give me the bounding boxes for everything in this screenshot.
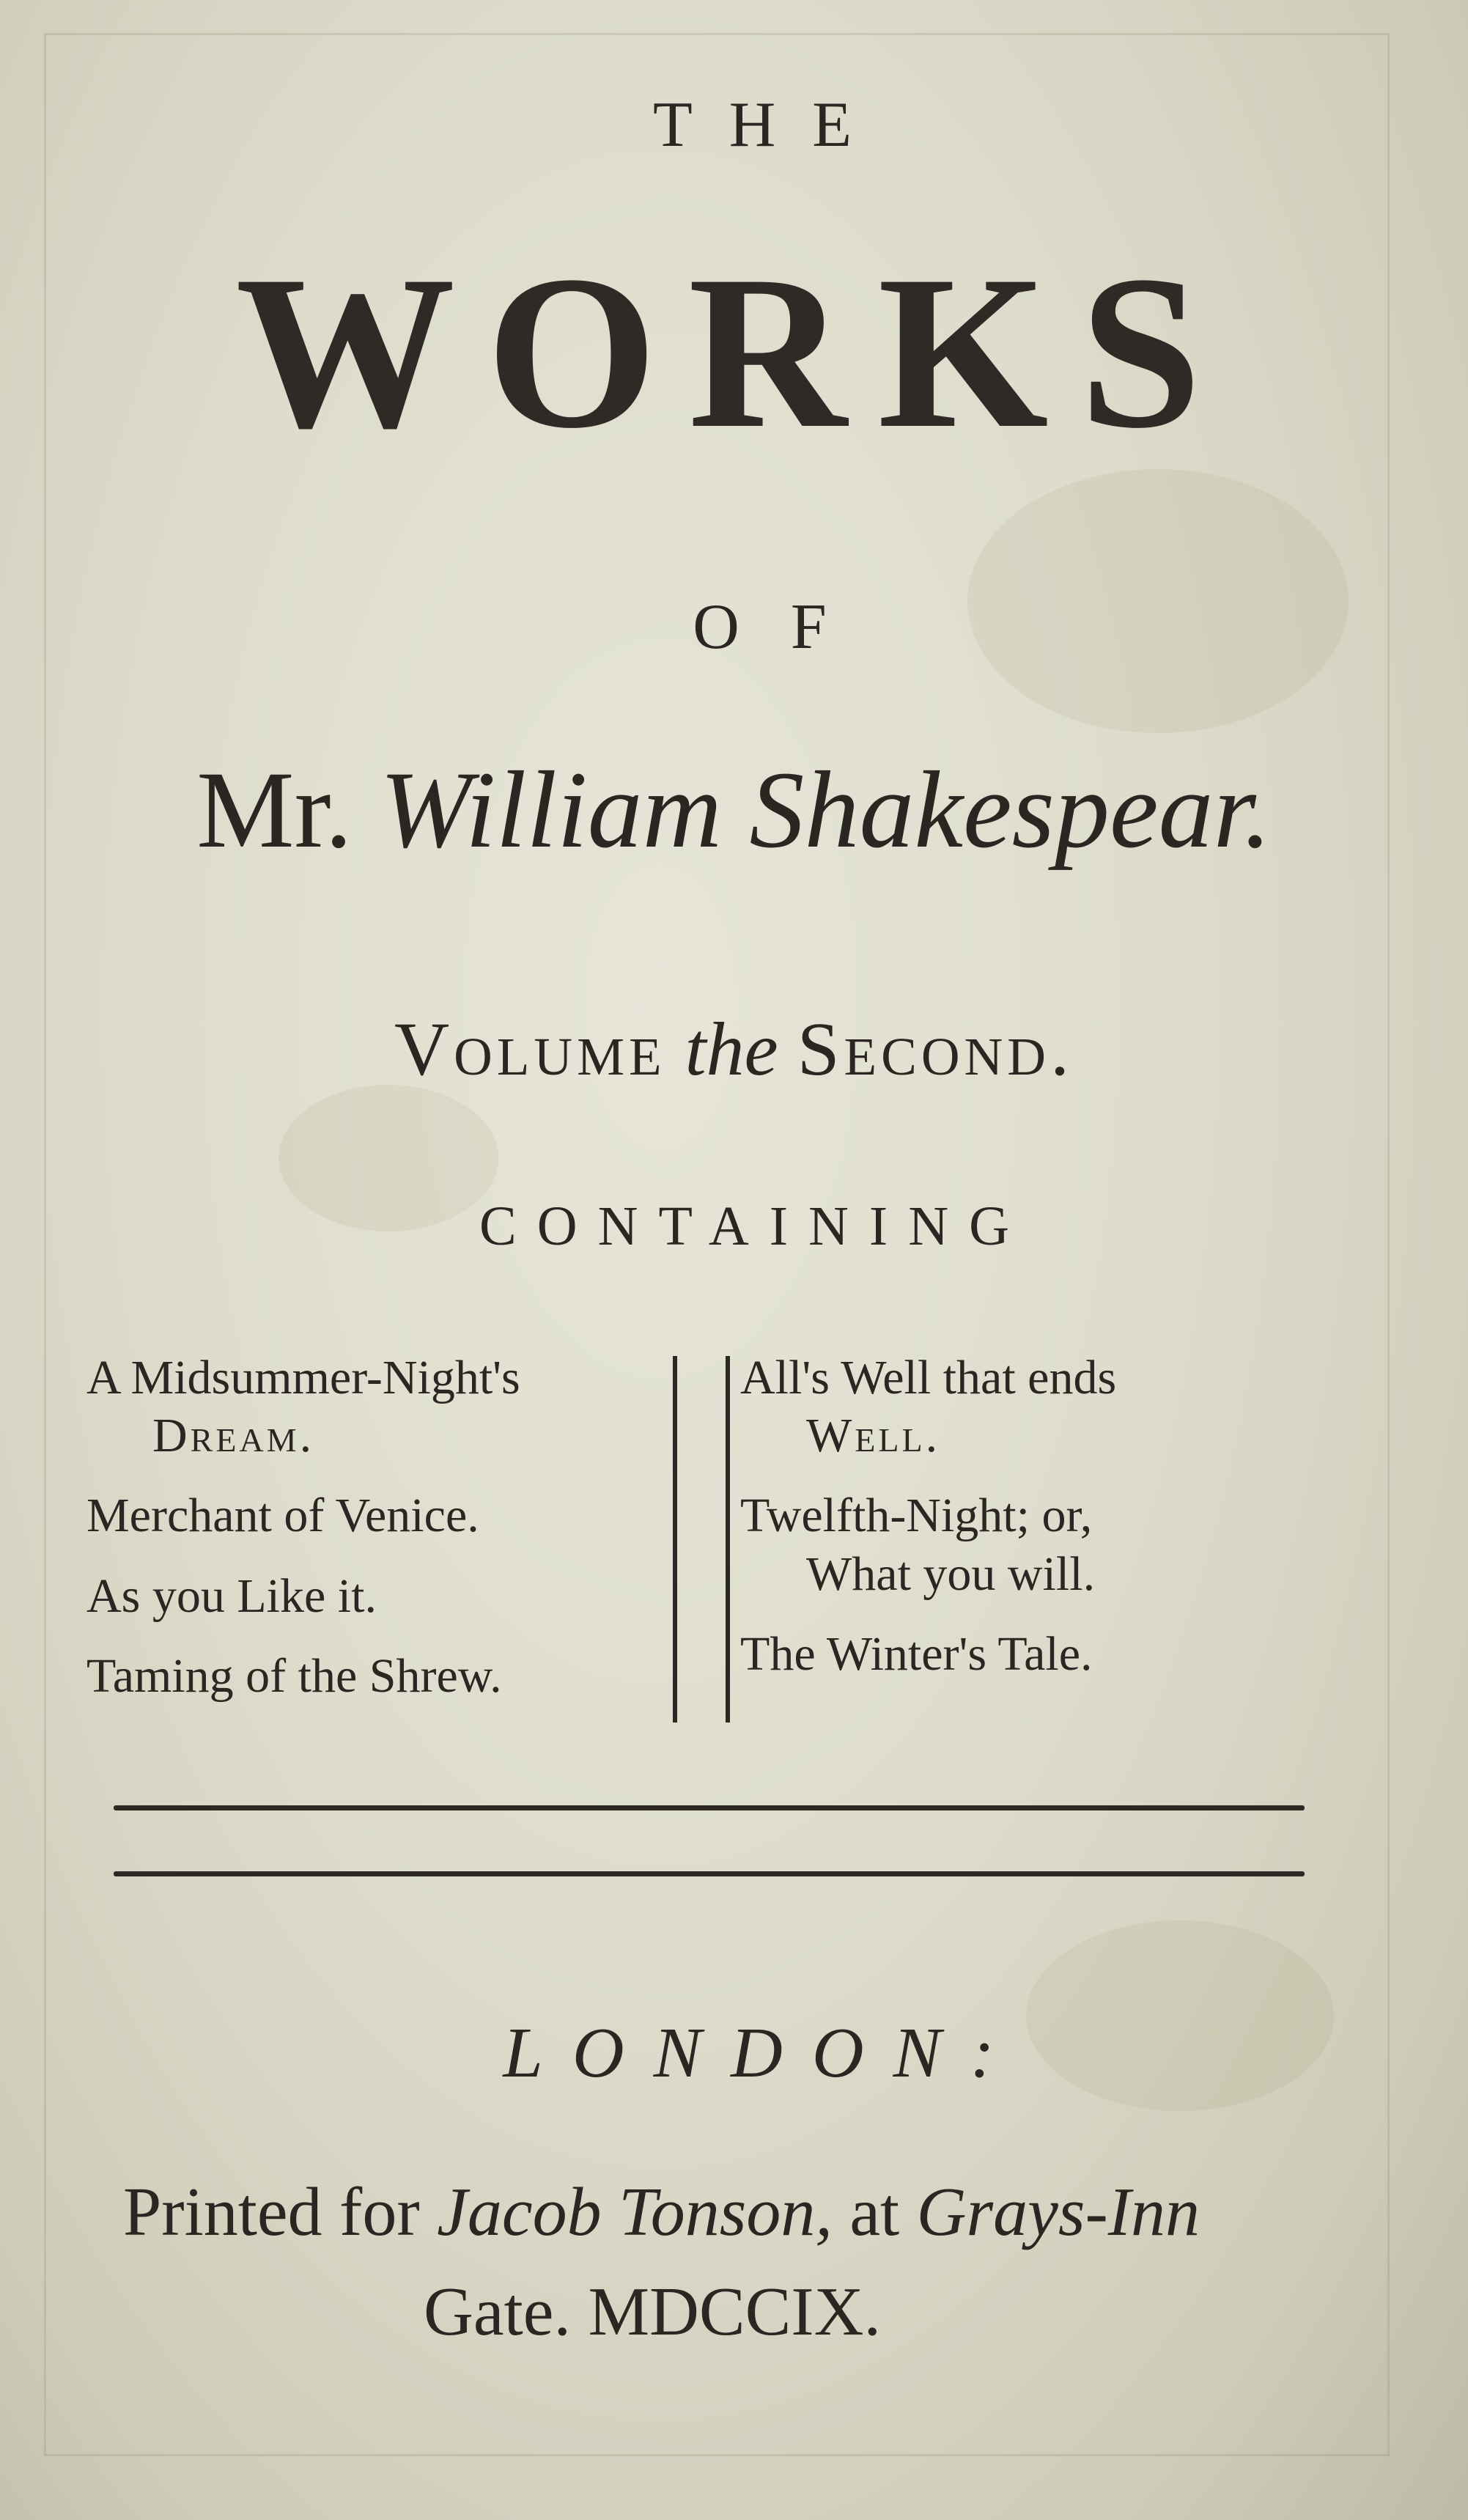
entry-line: A Midsummer-Night's [86, 1351, 520, 1404]
contents-left-column [86, 1349, 665, 1727]
author-name: William Shakespear. [380, 749, 1272, 871]
volume-word: Volume [394, 1007, 666, 1091]
volume-the: the [685, 1007, 778, 1091]
imprint-location: Grays-Inn [916, 2174, 1200, 2250]
imprint [123, 2162, 1369, 2362]
contents-entry [740, 1486, 1319, 1602]
imprint-publisher: Jacob Tonson, [437, 2174, 833, 2250]
imprint-city: LONDON: [503, 2014, 1024, 2093]
heading-works: WORKS [235, 230, 1233, 474]
author-prefix: Mr. [196, 749, 353, 871]
contents-right-column [740, 1349, 1319, 1705]
imprint-at: at [849, 2174, 900, 2250]
column-divider [726, 1356, 730, 1723]
entry-line-continued: Dream. [152, 1409, 315, 1463]
contents-entry [86, 1486, 665, 1544]
entry-line: All's Well that ends [740, 1351, 1117, 1404]
horizontal-rule [114, 1871, 1305, 1876]
contents-entry [740, 1625, 1319, 1683]
contents-entry [740, 1349, 1319, 1465]
entry-line: The Winter's Tale. [740, 1626, 1093, 1681]
entry-line: As you Like it. [86, 1569, 377, 1623]
volume-line [0, 1007, 1468, 1091]
horizontal-rule [114, 1805, 1305, 1810]
containing-label: CONTAINING [479, 1195, 1030, 1257]
contents-entry [86, 1567, 665, 1625]
column-divider [673, 1356, 677, 1723]
author-line [0, 749, 1468, 871]
volume-second: Second. [797, 1007, 1074, 1091]
imprint-printed-for: Printed for [123, 2174, 420, 2250]
contents-entry [86, 1349, 665, 1465]
entry-line-continued: What you will. [806, 1547, 1096, 1601]
entry-line-continued: Well. [806, 1409, 941, 1463]
entry-line: Taming of the Shrew. [86, 1648, 502, 1703]
entry-line: Merchant of Venice. [86, 1489, 479, 1543]
entry-line: Twelfth-Night; or, [740, 1489, 1093, 1543]
heading-of: OF [693, 592, 878, 663]
heading-the: THE [652, 89, 889, 161]
contents-entry [86, 1647, 665, 1705]
imprint-date-line: Gate. MDCCIX. [424, 2274, 881, 2351]
